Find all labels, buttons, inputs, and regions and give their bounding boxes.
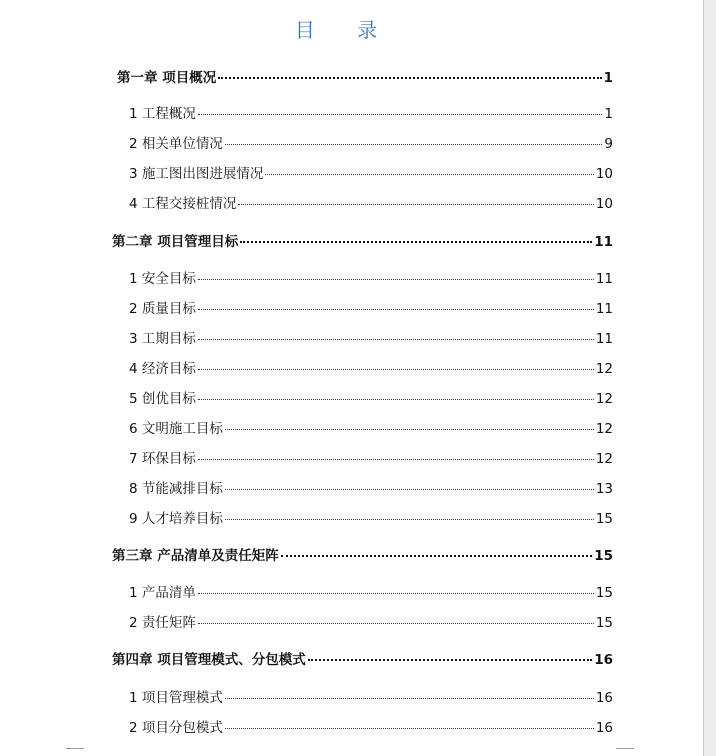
toc-leader-dots (198, 279, 594, 280)
toc-entry-page: 13 (595, 481, 613, 497)
toc-entry[interactable] (112, 544, 613, 564)
toc-leader-dots (265, 174, 593, 175)
toc-entry-label: 2 相关单位情况 (129, 136, 223, 152)
toc-entry-page: 11 (595, 271, 613, 287)
toc-entry-label: 3 工期目标 (129, 331, 196, 347)
toc-entry-page: 15 (595, 511, 613, 527)
toc-entry-page: 11 (595, 331, 613, 347)
toc-entry-label: 1 项目管理模式 (129, 690, 223, 706)
toc-entry-page: 16 (594, 652, 613, 668)
toc-leader-dots (198, 623, 594, 624)
window-edge (703, 0, 716, 756)
toc-leader-dots (198, 339, 594, 340)
toc-entry[interactable] (112, 648, 613, 668)
toc-leader-dots (198, 593, 594, 594)
toc-leader-dots (198, 369, 594, 370)
toc-entry-label: 9 人才培养目标 (129, 511, 223, 527)
toc-entry-label: 5 创优目标 (129, 391, 196, 407)
toc-entry[interactable] (129, 716, 613, 736)
toc-leader-dots (308, 659, 593, 661)
toc-entry-label: 4 工程交接桩情况 (129, 196, 237, 212)
toc-entry[interactable] (129, 507, 613, 527)
toc-leader-dots (225, 489, 594, 490)
toc-entry-page: 1 (604, 106, 613, 122)
toc-entry-label: 2 项目分包模式 (129, 720, 223, 736)
toc-entry-page: 16 (595, 690, 613, 706)
toc-leader-dots (225, 728, 594, 729)
toc-entry-label: 第一章 项目概况 (117, 70, 217, 86)
toc-entry-label: 第二章 项目管理目标 (112, 234, 239, 250)
margin-corner-mark-left (66, 748, 84, 749)
toc-leader-dots (225, 519, 594, 520)
toc-leader-dots (218, 77, 601, 79)
toc-entry[interactable] (129, 192, 613, 212)
toc-entry-label: 2 责任矩阵 (129, 615, 196, 631)
toc-entry[interactable] (129, 447, 613, 467)
toc-entry-label: 2 质量目标 (129, 301, 196, 317)
toc-entry[interactable] (129, 387, 613, 407)
toc-leader-dots (198, 459, 594, 460)
toc-entry-page: 15 (594, 548, 613, 564)
toc-entry[interactable] (129, 267, 613, 287)
toc-leader-dots (225, 429, 594, 430)
toc-leader-dots (225, 698, 594, 699)
toc-entry-page: 15 (595, 585, 613, 601)
toc-entry[interactable] (129, 686, 613, 706)
toc-leader-dots (240, 241, 592, 243)
toc-entry-page: 16 (595, 720, 613, 736)
toc-entry[interactable] (129, 297, 613, 317)
toc-entry-label: 4 经济目标 (129, 361, 196, 377)
toc-entry-label: 6 文明施工目标 (129, 421, 223, 437)
toc-entry-page: 1 (603, 70, 613, 86)
toc-entry-page: 11 (594, 234, 613, 250)
toc-leader-dots (198, 399, 594, 400)
toc-entry-label: 1 工程概况 (129, 106, 196, 122)
toc-entry[interactable] (112, 230, 613, 250)
toc-entry-label: 3 施工图出图进展情况 (129, 166, 264, 182)
toc-leader-dots (198, 309, 594, 310)
toc-entry-page: 12 (595, 451, 613, 467)
toc-leader-dots (281, 555, 593, 557)
toc-entry[interactable] (129, 132, 613, 152)
toc-entry[interactable] (129, 162, 613, 182)
toc-entry[interactable] (129, 327, 613, 347)
toc-entry-page: 12 (595, 391, 613, 407)
toc-entry-label: 8 节能减排目标 (129, 481, 223, 497)
toc-entry-page: 11 (595, 301, 613, 317)
toc-entry[interactable] (129, 357, 613, 377)
toc-entry[interactable] (129, 581, 613, 601)
toc-entry-label: 第三章 产品清单及责任矩阵 (112, 548, 279, 564)
toc-entry-label: 第四章 项目管理模式、分包模式 (112, 652, 306, 668)
toc-entry-page: 10 (595, 166, 613, 182)
toc-title: 目 录 (294, 18, 396, 42)
toc-entry-page: 9 (604, 136, 613, 152)
toc-entry[interactable] (129, 102, 613, 122)
toc-entry-page: 12 (595, 361, 613, 377)
margin-corner-mark-right (616, 748, 634, 749)
toc-leader-dots (238, 204, 593, 205)
toc-entry[interactable] (129, 611, 613, 631)
toc-entry[interactable] (129, 477, 613, 497)
toc-entry[interactable] (129, 417, 613, 437)
toc-entry-label: 1 产品清单 (129, 585, 196, 601)
toc-entry-page: 15 (595, 615, 613, 631)
toc-entry-label: 1 安全目标 (129, 271, 196, 287)
toc-entry-page: 12 (595, 421, 613, 437)
toc-leader-dots (225, 144, 603, 145)
toc-entry[interactable] (117, 66, 613, 86)
toc-leader-dots (198, 114, 603, 115)
toc-entry-label: 7 环保目标 (129, 451, 196, 467)
toc-entry-page: 10 (595, 196, 613, 212)
